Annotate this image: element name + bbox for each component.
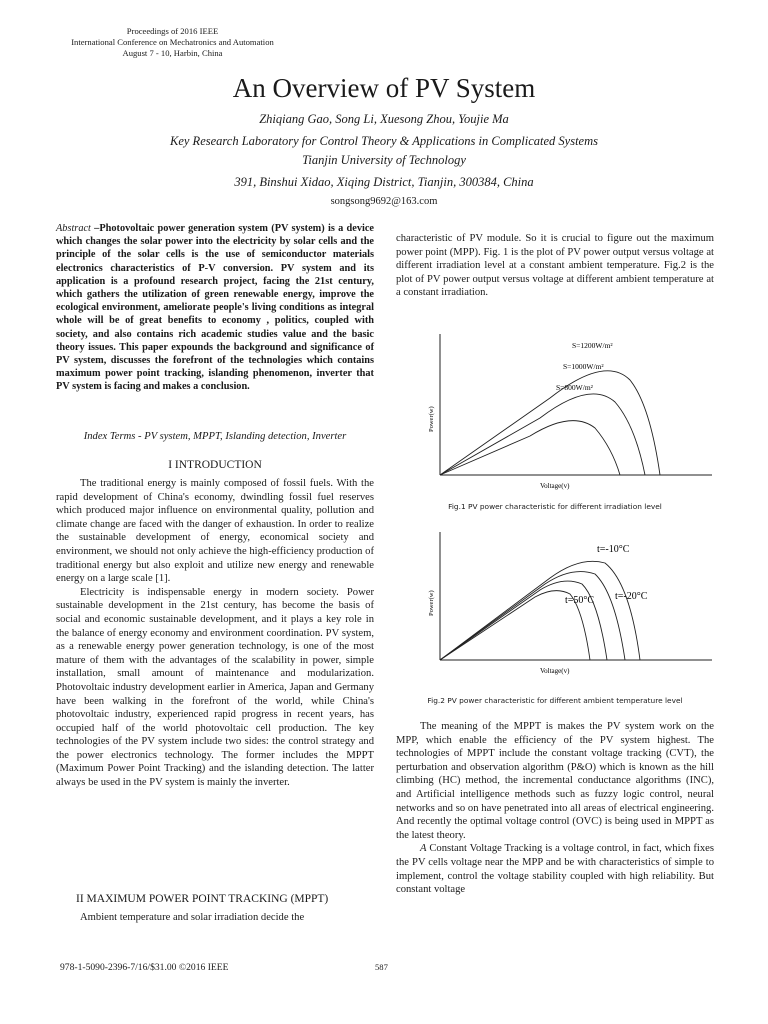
mppt-body [396, 720, 714, 897]
figure-1 [400, 330, 718, 500]
fig2-label-50: t=50°C [565, 595, 595, 606]
proceedings-line-1: Proceedings of 2016 IEEE [126, 26, 219, 36]
authors: Zhiqiang Gao, Song Li, Xuesong Zhou, Youjie Ma [259, 112, 509, 126]
figure-2 [400, 528, 718, 690]
fig2-y-label: Power(w) [428, 590, 435, 616]
abstract: Abstract –Photovoltaic power generation system (PV system) is a device which changes the solar power into the electricity by solar cells and the principle of the solar cells is the use of semiconductor materials electronics characteristics of P-V conversion. PV system and its application is a profound research project, facing the 21st century, which gathers the utilization of green renewable energy, improve the ecological environment, ameliorate people's living conditions as integral whole will be of great benefits to economy , politics, coupled with society, and also contains rich academic studies value and the basic theory issues. This paper expounds the background and significance of PV system, discusses the forefront of the technologies which contains maximum power point tracking, islanding phenomenon, inverter that PV system is facing and makes a conclusion. [56, 223, 374, 393]
mppt-paragraph-2-body: Constant Voltage Tracking is a voltage control, in fact, which fixes the PV cells voltage near the MPP and be with characteristics of simple to implement, control the voltage stability coupled with high reliability. But constant voltage [396, 843, 714, 896]
abstract-body: Photovoltaic power generation system (PV system) is a device which changes the solar power into the electricity by solar cells and the principle of the solar cells is the use of semiconductor materials electronics characteristics of P-V conversion. PV system and its application is a profound research project, facing the 21st century, which gathers the utilization of green renewable energy, improve the ecological environment, ameliorate people's living conditions as integral whole will be of great benefits to economy , politics, coupled with society, and also contains rich academic studies value and the basic theory issues. This paper expounds the background and significance of PV system, discusses the forefront of the technologies which contains maximum power point tracking, islanding phenomenon, inverter that PV system is facing and makes a conclusion. [56, 223, 374, 393]
mppt-paragraph-1: The meaning of the MPPT is makes the PV system work on the MPP, which enable the efficiency of the PV system highest. The technologies of MPPT include the constant voltage tracking (CVT), the perturbation and observation algorithm (P&O) which is known as the hill climbing (HC) method, the incremental conductance algorithms (INC), and Artificial intelligence methods such as fuzzy logic control, neural networks and so on have penetrated into all areas of electrical engineering. And recently the optimal voltage control (OVC) is being used in MPPT as the latest theory. [396, 721, 714, 841]
fig1-label-1200: S=1200W/m² [572, 341, 613, 350]
mppt-paragraph-2 [396, 842, 714, 896]
proceedings-line-2: International Conference on Mechatronics and Automation [71, 37, 274, 47]
introduction-body [56, 477, 374, 790]
university: Tianjin University of Technology [302, 153, 466, 167]
mppt-paragraph-2-lead: A [420, 843, 427, 855]
section-heading-introduction: I INTRODUCTION [168, 459, 262, 471]
proceedings-header [50, 26, 295, 59]
fig2-curve-2 [440, 572, 625, 660]
affiliation: Key Research Laboratory for Control Theory & Applications in Complicated Systems [170, 134, 598, 148]
figure-2-plot [400, 528, 718, 690]
email: songsong9692@163.com [330, 196, 438, 207]
section-heading-mppt: II MAXIMUM POWER POINT TRACKING (MPPT) [76, 893, 329, 905]
abstract-lead: Abstract [56, 223, 91, 234]
fig1-curve-1200 [440, 371, 660, 475]
fig1-y-label: Power(w) [428, 406, 435, 432]
fig1-curve-1000 [440, 394, 645, 475]
fig1-label-800: S=800W/m² [556, 383, 593, 392]
page-number: 587 [375, 962, 388, 972]
fig2-curve-1 [440, 561, 640, 660]
intro-paragraph-1: The traditional energy is mainly composed of fossil fuels. With the rapid development of China's economy, dwindling fossil fuel reserves which produced major influence on environmental quality, pollution and climate change are faced with the danger of exhaustion. In order to realize the sustainable development of energy, economical society and environment, we should not only achieve the high-efficiency production of traditional energy but also exploit and utilize new energy and renewable energy on a large scale [1]. [56, 478, 374, 585]
fig1-curve-800 [440, 421, 620, 475]
fig2-label-minus10: t=-10°C [597, 544, 630, 555]
fig2-label-minus20: t=-20°C [615, 591, 648, 602]
fig2-x-label: Voltage(v) [540, 667, 570, 675]
figure-1-caption: Fig.1 PV power characteristic for different irradiation level [448, 502, 662, 511]
figure-2-caption: Fig.2 PV power characteristic for different ambient temperature level [427, 696, 683, 705]
proceedings-line-3: August 7 - 10, Harbin, China [122, 48, 223, 58]
intro-paragraph-2: Electricity is indispensable energy in modern society. Power sustainable development in the 21st century, has become the basis of social and economic sustainable development, and it plays a key role in the balance of energy economy and environment coordination. PV system, as a renewable energy power generation technology, is one of the most mature of them with the advantages of the scalability in power, simple installation, small amount of maintenance and modularization. Photovoltaic industry development earlier in America, Japan and Germany have been walking in the forefront of the world, while China's photovoltaic industry, experienced rapid progress in recent years, has occupied half of the world photovoltaic cell production. The key technologies of the PV system include two sides: the control strategy and the power electronics technology. The former includes the MPPT (Maximum Power Point Tracking) and the islanding detection. The latter always be used in the PV system is mainly the inverter. [56, 586, 374, 789]
fig1-x-label: Voltage(v) [540, 482, 570, 490]
footer-isbn: 978-1-5090-2396-7/16/$31.00 ©2016 IEEE [60, 962, 229, 973]
mppt-paragraph-start: Ambient temperature and solar irradiation decide the [80, 912, 305, 923]
figure-1-plot [400, 330, 718, 500]
address: 391, Binshui Xidao, Xiqing District, Tianjin, 300384, China [234, 175, 534, 189]
fig1-label-1000: S=1000W/m² [563, 362, 604, 371]
right-intro-paragraph: characteristic of PV module. So it is crucial to figure out the maximum power point (MPP). Fig. 1 is the plot of PV power output versus voltage at different irradiation level at a constant ambient temperature. Fig.2 is the plot of PV power output versus voltage at different ambient temperature at a constant irradiation. [396, 233, 714, 299]
paper-title: An Overview of PV System [232, 73, 536, 103]
index-terms: Index Terms - PV system, MPPT, Islanding detection, Inverter [83, 431, 347, 442]
